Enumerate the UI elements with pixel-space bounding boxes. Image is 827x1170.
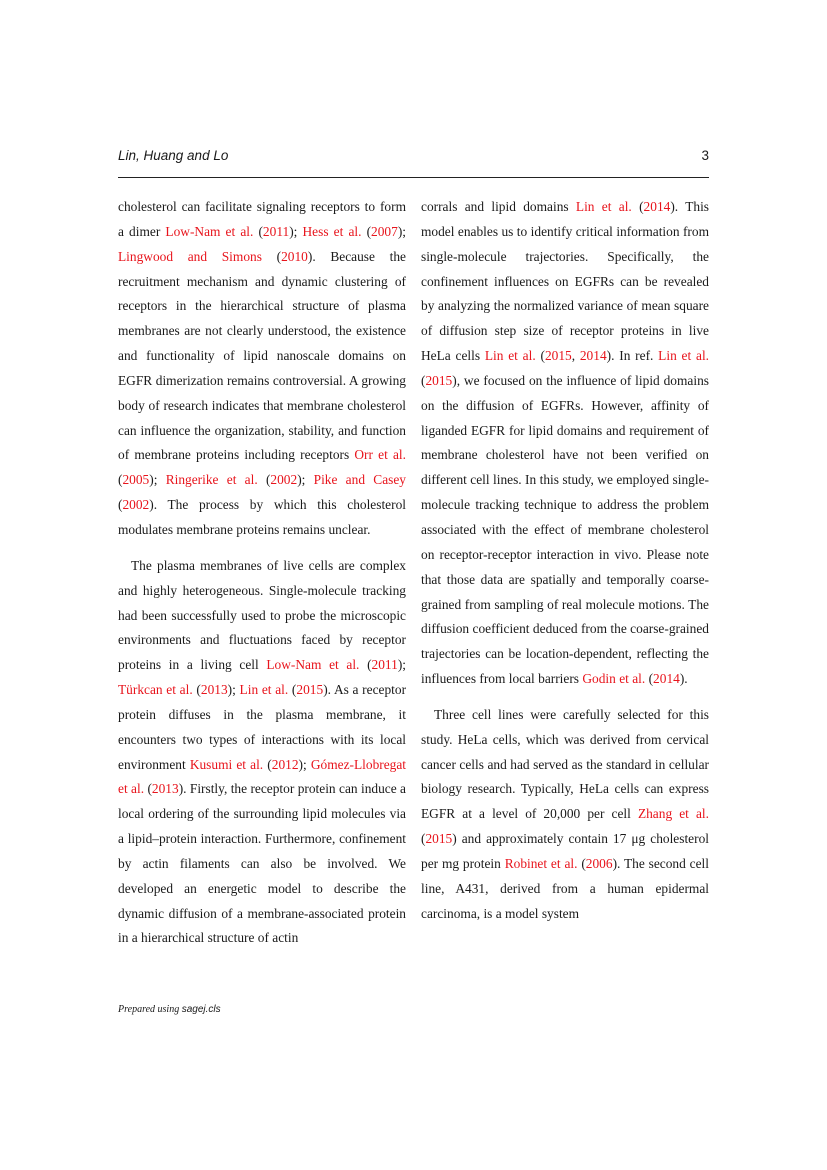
citation-link[interactable]: 2014 <box>579 348 607 364</box>
citation-link[interactable]: Lin et al. <box>484 348 536 364</box>
citation-link[interactable]: Ringerike et al. <box>165 472 258 488</box>
body-text: ( <box>192 682 201 698</box>
body-text: ( <box>118 497 123 513</box>
body-text: ( <box>535 348 545 364</box>
citation-link[interactable]: Low-Nam et al. <box>266 657 360 673</box>
body-text: ( <box>359 657 372 673</box>
footer-prepared-text: Prepared using <box>118 1004 182 1015</box>
body-text: The plasma membranes of live cells are complex and highly heterogeneous. Single-molecule tracking had been successfully used to probe the microscopic environments and fluctuations faced by receptor proteins in a living cell <box>118 557 406 673</box>
citation-link[interactable]: 2015 <box>425 372 453 388</box>
citation-link[interactable]: 2010 <box>281 248 308 264</box>
body-text: ). This model enables us to identify critical information from single-molecule trajectories. Specifically, the confinement influences on EGFRs can be revealed by analyzing the normalized variance of mean square of diffusion step size of receptor proteins in live HeLa cells <box>421 199 709 364</box>
running-header <box>118 147 709 178</box>
citation-link[interactable]: 2013 <box>200 682 228 698</box>
body-text: ( <box>421 831 426 847</box>
footer-class-file: sagej.cls <box>181 1004 221 1015</box>
body-text: ). The second cell line, A431, derived from a human epidermal carcinoma, is a model system <box>421 855 709 921</box>
body-text: ). As a receptor protein diffuses in the plasma membrane, it encounters two types of interactions with its local environment <box>118 682 407 772</box>
paragraph <box>118 554 406 952</box>
body-text: Three cell lines were carefully selected for this study. HeLa cells, which was derived from cervical cancer cells and had served as the standard in cellular biology research. Typically, HeLa cells can express EGFR at a level of 20,000 per cell <box>421 706 709 822</box>
body-text: ( <box>577 855 586 871</box>
body-text: ). The process by which this cholesterol modulates membrane proteins remains unclear. <box>118 497 406 537</box>
citation-link[interactable]: 2011 <box>262 223 290 239</box>
paragraph <box>118 195 406 543</box>
citation-link[interactable]: Lin et al. <box>575 199 632 214</box>
citation-link[interactable]: Kusumi et al. <box>189 756 264 772</box>
body-text: ( <box>118 472 123 488</box>
citation-link[interactable]: Zhang et al. <box>637 806 709 822</box>
body-text: cholesterol can facilitate signaling receptors to form a dimer <box>118 199 406 239</box>
citation-link[interactable]: 2005 <box>122 472 150 488</box>
body-text: ( <box>421 372 426 388</box>
body-text: ); <box>227 682 240 698</box>
citation-link[interactable]: Lin et al. <box>658 348 710 364</box>
body-text: ( <box>263 756 272 772</box>
paragraph <box>421 195 709 692</box>
citation-link[interactable]: 2006 <box>585 855 613 871</box>
body-text: ); <box>289 223 303 239</box>
right-column <box>421 195 709 926</box>
paragraph <box>421 703 709 927</box>
body-text: ). Because the recruitment mechanism and dynamic clustering of receptors in the hierarchical structure of plasma membranes are not clearly understood, the existence and functionality of lipid nanoscale domains on EGFR dimerization remains controversial. A growing body of research indicates that membrane cholesterol can influence the organization, stability, and function of membrane proteins including receptors <box>118 248 406 463</box>
citation-link[interactable]: 2007 <box>371 223 398 239</box>
body-text: , <box>571 348 580 364</box>
citation-link[interactable]: 2002 <box>270 472 298 488</box>
body-text: ( <box>288 682 297 698</box>
citation-link[interactable]: Godin et al. <box>582 671 646 687</box>
citation-link[interactable]: 2014 <box>653 671 680 687</box>
citation-link[interactable]: Low-Nam et al. <box>165 223 254 239</box>
citation-link[interactable]: Robinet et al. <box>504 855 578 871</box>
body-text: corrals and lipid domains <box>421 199 576 214</box>
citation-link[interactable]: Orr et al. <box>354 447 406 463</box>
body-text: ); <box>297 472 314 488</box>
footer <box>118 1004 221 1015</box>
citation-link[interactable]: Lin et al. <box>239 682 289 698</box>
body-text: ), we focused on the influence of lipid domains on the diffusion of EGFRs. However, affinity of liganded EGFR for lipid domains and requirement of membrane cholesterol have not been verified on different cell lines. In this study, we employed single-molecule tracking technique to address the problem associated with the effect of membrane cholesterol on receptor-receptor interaction in vivo. Please note that those data are spatially and temporally coarse-grained from sampling of real molecule motions. The diffusion coefficient deduced from the coarse-grained trajectories can be location-dependent, reflecting the influences from local barriers <box>421 372 709 687</box>
citation-link[interactable]: Türkcan et al. <box>118 682 193 698</box>
body-text: ( <box>261 248 282 264</box>
body-text: ( <box>645 671 654 687</box>
citation-link[interactable]: 2015 <box>296 682 324 698</box>
body-text: ); <box>397 657 407 673</box>
body-text: ) and approximately contain 17 μg cholesterol per mg protein <box>421 831 709 871</box>
citation-link[interactable]: Hess et al. <box>302 223 362 239</box>
citation-link[interactable]: 2011 <box>371 657 398 673</box>
citation-link[interactable]: 2013 <box>151 781 179 797</box>
left-column <box>118 195 406 951</box>
citation-link[interactable]: 2012 <box>271 756 299 772</box>
body-text: ); <box>298 756 311 772</box>
body-text: ). <box>679 671 688 687</box>
citation-link[interactable]: 2015 <box>425 831 453 847</box>
citation-link[interactable]: 2014 <box>643 199 671 214</box>
body-text: ). Firstly, the receptor protein can induce a local ordering of the surrounding lipid molecules via a lipid–protein interaction. Furthermore, confinement by actin filaments can also be involved. We developed an energetic model to describe the dynamic diffusion of a membrane-associated protein in a hierarchical structure of actin <box>118 781 406 946</box>
body-text: ( <box>631 199 644 214</box>
body-text: ( <box>253 223 263 239</box>
body-text: ( <box>144 781 152 797</box>
citation-link[interactable]: Lingwood and Simons <box>118 248 262 264</box>
body-text: ); <box>397 223 406 239</box>
page-number: 3 <box>701 148 709 163</box>
body-text: ); <box>149 472 166 488</box>
citation-link[interactable]: Pike and Casey <box>313 472 406 488</box>
citation-link[interactable]: 2002 <box>122 497 150 513</box>
body-text: ( <box>257 472 271 488</box>
body-text: ). In ref. <box>606 348 659 364</box>
running-header-authors: Lin, Huang and Lo <box>118 148 229 163</box>
body-text: ( <box>361 223 372 239</box>
citation-link[interactable]: Gómez-Llobregat et al. <box>118 756 407 797</box>
citation-link[interactable]: 2015 <box>544 348 572 364</box>
